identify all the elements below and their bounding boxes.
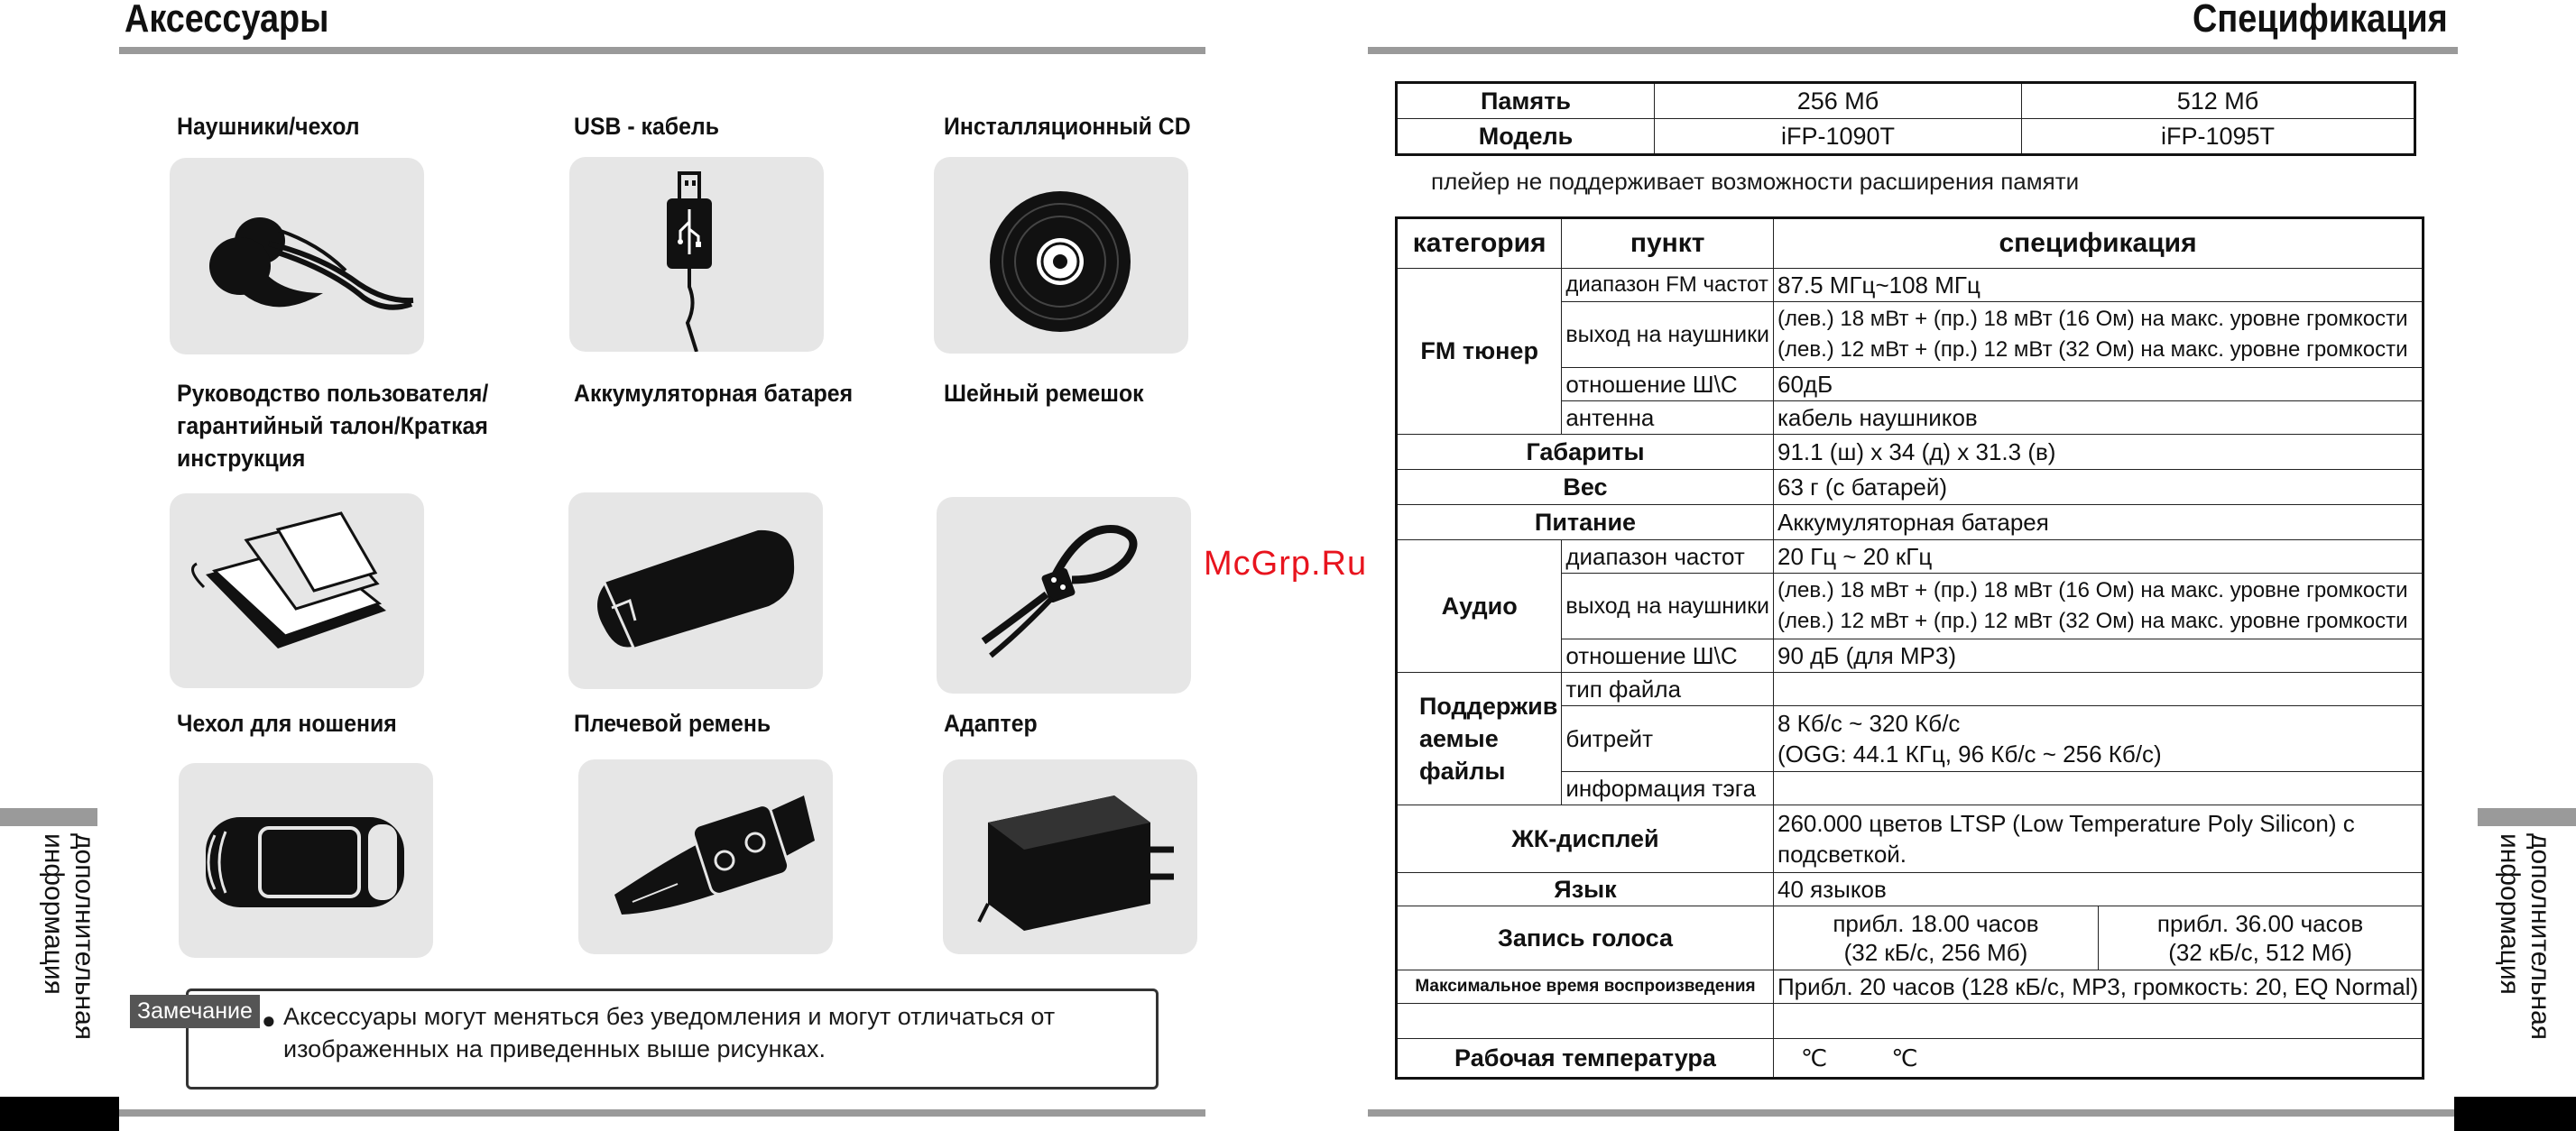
fm-freq-item: диапазон FM частот xyxy=(1562,269,1774,302)
right-side-label: дополнительная информация xyxy=(2495,833,2555,1041)
fm-out-val-line-1: (лев.) 18 мВт + (пр.) 18 мВт (16 Ом) на макс. уровне громкости xyxy=(1777,307,2408,331)
right-side-tab xyxy=(2478,808,2576,826)
empty-row-label xyxy=(1397,1004,1774,1039)
table-row xyxy=(1397,805,2424,873)
model-1090: iFP-1090T xyxy=(1655,119,2022,155)
play-label: Максимальное время воспроизведения xyxy=(1397,970,1774,1004)
header-category: категория xyxy=(1397,218,1562,269)
empty-row-val xyxy=(1773,1004,2423,1039)
accessory-tile-carrying-case xyxy=(179,763,433,958)
table-row xyxy=(1397,1004,2424,1039)
lcd-val xyxy=(1773,805,2423,873)
voice-val-512-line-2: (32 кБ/с, 512 Мб) xyxy=(2168,939,2352,966)
fm-out-val xyxy=(1773,302,2423,368)
lcd-val-line-1: 260.000 цветов LTSP (Low Temperature Poly Silicon) с xyxy=(1777,810,2355,837)
files-bitrate-val-line-1: 8 Кб/с ~ 320 Кб/с xyxy=(1777,710,1961,737)
earphones-icon xyxy=(170,158,424,354)
right-corner-block xyxy=(2454,1097,2576,1131)
audio-out-val xyxy=(1773,574,2423,639)
manual-books-icon xyxy=(170,493,424,688)
temp-unit-1: ℃ xyxy=(1800,1044,1828,1071)
adapter-icon xyxy=(943,759,1197,954)
fm-category: FM тюнер xyxy=(1397,269,1562,435)
fm-out-item: выход на наушники xyxy=(1562,302,1774,368)
usb-cable-icon xyxy=(569,157,824,352)
spec-header-row xyxy=(1397,218,2424,269)
accessory-label-manual: Руководство пользователя/ гарантийный талон/Краткая инструкция xyxy=(177,380,489,472)
accessory-tile-earphones xyxy=(170,158,424,354)
voice-val-512 xyxy=(2098,906,2423,970)
table-row xyxy=(1397,435,2424,470)
accessory-tile-adapter xyxy=(943,759,1197,954)
table-row xyxy=(1397,673,2424,706)
left-side-tab xyxy=(0,808,97,826)
memory-512: 512 Мб xyxy=(2022,83,2415,119)
table-row xyxy=(1397,505,2424,540)
accessory-tile-shoulder-belt xyxy=(578,759,833,954)
lcd-val-line-2: подсветкой. xyxy=(1777,841,1907,868)
memory-note: плейер не поддерживает возможности расширения памяти xyxy=(1431,168,2080,195)
accessory-label-carrying-case: Чехол для ношения xyxy=(177,710,397,737)
fm-snr-val: 60дБ xyxy=(1773,368,2423,401)
accessory-tile-manual xyxy=(170,493,424,688)
accessory-label-earphones: Наушники/чехол xyxy=(177,113,360,140)
shoulder-belt-icon xyxy=(578,759,833,954)
watermark: McGrp.Ru xyxy=(1204,545,1368,583)
left-corner-block xyxy=(0,1097,119,1131)
files-category-line-1: Поддержив xyxy=(1419,693,1558,720)
fm-freq-val: 87.5 МГц~108 МГц xyxy=(1773,269,2423,302)
files-type-val xyxy=(1773,673,2423,706)
accessory-label-neck-strap: Шейный ремешок xyxy=(944,380,1144,407)
note-bullet: ● xyxy=(262,1007,276,1034)
audio-snr-item: отношение Ш\С xyxy=(1562,639,1774,673)
audio-freq-val: 20 Гц ~ 20 кГц xyxy=(1773,540,2423,574)
spec-table xyxy=(1395,216,2424,1080)
accessory-label-adapter: Адаптер xyxy=(944,710,1038,737)
temp-label: Рабочая температура xyxy=(1397,1039,1774,1079)
note-tag: Замечание xyxy=(130,995,260,1028)
memory-row xyxy=(1397,83,2415,119)
table-row xyxy=(1397,470,2424,505)
memory-table xyxy=(1395,81,2416,156)
audio-category: Аудио xyxy=(1397,540,1562,673)
files-tag-item: информация тэга xyxy=(1562,772,1774,805)
table-row xyxy=(1397,906,2424,970)
accessory-tile-battery xyxy=(568,492,823,689)
fm-ant-item: антенна xyxy=(1562,401,1774,435)
header-item: пункт xyxy=(1562,218,1774,269)
audio-freq-item: диапазон частот xyxy=(1562,540,1774,574)
voice-val-256-line-2: (32 кБ/с, 256 Мб) xyxy=(1843,939,2028,966)
files-category-line-2: аемые xyxy=(1419,725,1499,752)
right-bottom-rule xyxy=(1368,1109,2454,1117)
play-val: Прибл. 20 часов (128 кБ/с, MP3, громкость: 20, EQ Normal) xyxy=(1773,970,2423,1004)
weight-label: Вес xyxy=(1397,470,1774,505)
fm-ant-val: кабель наушников xyxy=(1773,401,2423,435)
table-row xyxy=(1397,540,2424,574)
header-spec: спецификация xyxy=(1773,218,2423,269)
voice-label: Запись голоса xyxy=(1397,906,1774,970)
accessory-label-cd: Инсталляционный CD xyxy=(944,113,1191,140)
table-row xyxy=(1397,1039,2424,1079)
left-bottom-rule xyxy=(119,1109,1205,1117)
lcd-label: ЖК-дисплей xyxy=(1397,805,1774,873)
model-row xyxy=(1397,119,2415,155)
accessory-label-battery: Аккумуляторная батарея xyxy=(574,380,854,407)
weight-val: 63 г (с батарей) xyxy=(1773,470,2423,505)
left-page-title: Аксессуары xyxy=(125,0,329,41)
left-top-rule xyxy=(119,47,1205,54)
model-1095: iFP-1095T xyxy=(2022,119,2415,155)
table-row xyxy=(1397,269,2424,302)
carrying-case-icon xyxy=(179,763,433,958)
note-text-line-1: Аксессуары могут меняться без уведомления и могут отличаться от xyxy=(283,1003,1056,1030)
lang-label: Язык xyxy=(1397,873,1774,906)
files-tag-val xyxy=(1773,772,2423,805)
left-side-label: дополнительная информация xyxy=(39,833,99,1041)
neck-strap-icon xyxy=(937,497,1191,694)
model-label: Модель xyxy=(1397,119,1655,155)
right-page-title: Спецификация xyxy=(2193,0,2448,41)
audio-snr-val: 90 дБ (для MP3) xyxy=(1773,639,2423,673)
accessory-label-usb: USB - кабель xyxy=(574,113,719,140)
right-top-rule xyxy=(1368,47,2458,54)
files-bitrate-item: битрейт xyxy=(1562,706,1774,772)
voice-val-256-line-1: прибл. 18.00 часов xyxy=(1833,910,2039,937)
lang-val: 40 языков xyxy=(1773,873,2423,906)
accessory-tile-usb xyxy=(569,157,824,352)
audio-out-val-line-2: (лев.) 12 мВт + (пр.) 12 мВт (32 Ом) на макс. уровне громкости xyxy=(1777,609,2408,633)
dims-val: 91.1 (ш) x 34 (д) x 31.3 (в) xyxy=(1773,435,2423,470)
accessory-label-shoulder-belt: Плечевой ремень xyxy=(574,710,771,737)
voice-val-512-line-1: прибл. 36.00 часов xyxy=(2156,910,2364,937)
fm-out-val-line-2: (лев.) 12 мВт + (пр.) 12 мВт (32 Ом) на макс. уровне громкости xyxy=(1777,337,2408,362)
voice-val-256 xyxy=(1773,906,2098,970)
accessory-tile-cd xyxy=(934,157,1188,354)
files-category xyxy=(1397,673,1562,805)
dims-label: Габариты xyxy=(1397,435,1774,470)
cd-icon xyxy=(934,157,1188,354)
files-bitrate-val xyxy=(1773,706,2423,772)
battery-icon xyxy=(568,492,823,689)
fm-snr-item: отношение Ш\С xyxy=(1562,368,1774,401)
power-val: Аккумуляторная батарея xyxy=(1773,505,2423,540)
power-label: Питание xyxy=(1397,505,1774,540)
note-text-line-2: изображенных на приведенных выше рисунках. xyxy=(283,1035,826,1062)
accessory-tile-neck-strap xyxy=(937,497,1191,694)
memory-label: Память xyxy=(1397,83,1655,119)
table-row xyxy=(1397,970,2424,1004)
temp-val xyxy=(1773,1039,2423,1079)
table-row xyxy=(1397,873,2424,906)
files-category-line-3: файлы xyxy=(1419,758,1506,785)
audio-out-item: выход на наушники xyxy=(1562,574,1774,639)
files-type-item: тип файла xyxy=(1562,673,1774,706)
temp-unit-2: ℃ xyxy=(1891,1044,1918,1071)
memory-256: 256 Мб xyxy=(1655,83,2022,119)
audio-out-val-line-1: (лев.) 18 мВт + (пр.) 18 мВт (16 Ом) на макс. уровне громкости xyxy=(1777,578,2408,602)
files-bitrate-val-line-2: (OGG: 44.1 КГц, 96 Кб/с ~ 256 Кб/с) xyxy=(1777,740,2162,768)
